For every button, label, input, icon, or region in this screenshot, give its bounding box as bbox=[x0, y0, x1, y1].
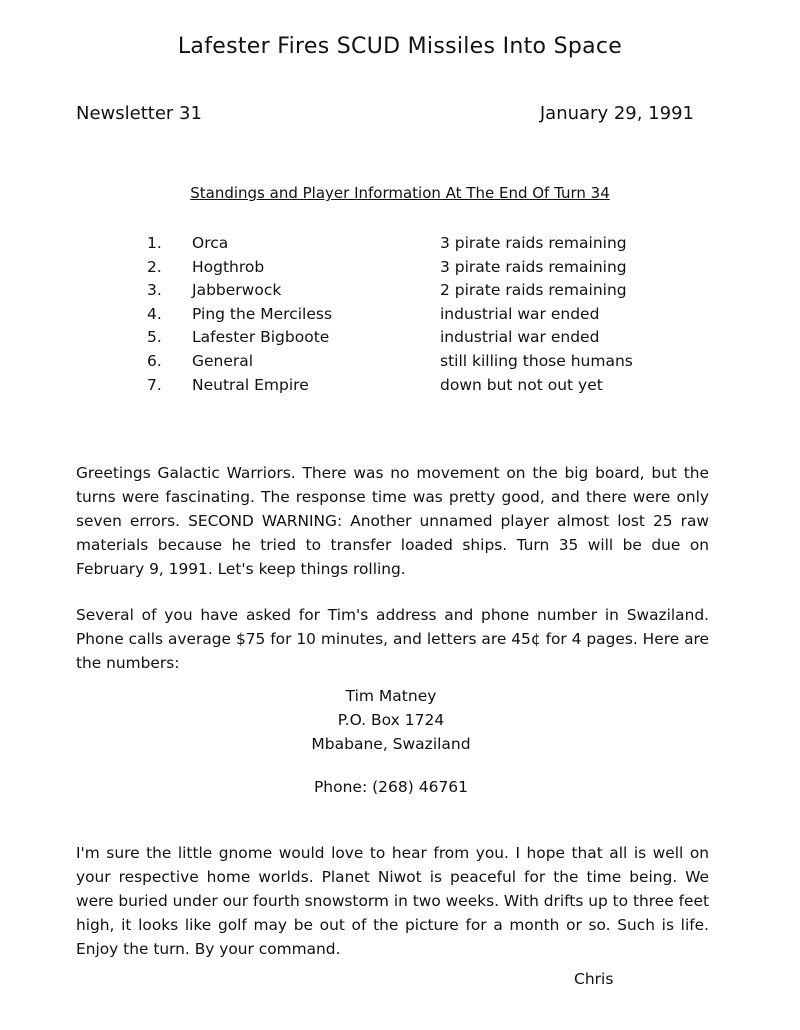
address-city: Mbabane, Swaziland bbox=[311, 735, 471, 753]
player-status: 2 pirate raids remaining bbox=[440, 281, 627, 300]
standings-heading: Standings and Player Information At The End Of Turn 34 bbox=[190, 184, 610, 202]
standings-row bbox=[140, 326, 700, 350]
greeting-paragraph: Greetings Galactic Warriors. There was no movement on the big board, but the turns were fascinating. The response time was pretty good, and there were only seven errors. SECOND WARNING: Another unnamed player almost lost 25 raw materials because he tried to transfer loaded ships. Turn 35 will be due on February 9, 1991. Let's keep things rolling. bbox=[76, 464, 709, 579]
newsletter-number: Newsletter 31 bbox=[76, 103, 202, 124]
player-name: Orca bbox=[192, 234, 229, 252]
standings-row bbox=[140, 303, 700, 327]
address-box: P.O. Box 1724 bbox=[337, 711, 445, 729]
standings-rank: 5. bbox=[147, 328, 162, 347]
player-name: Hogthrob bbox=[192, 257, 265, 276]
standings-rank: 6. bbox=[147, 351, 162, 370]
standings-list bbox=[140, 232, 700, 397]
standings-row bbox=[140, 350, 700, 374]
player-status: down but not out yet bbox=[440, 375, 603, 394]
phone-number: Phone: (268) 46761 bbox=[313, 778, 469, 796]
player-name: Jabberwock bbox=[192, 281, 282, 300]
closing-paragraph: I'm sure the little gnome would love to hear from you. I hope that all is well on your respective home worlds. Planet Niwot is peaceful for the time being. We were buried under our fourth snowstorm in two weeks. With drifts up to three feet high, it looks like golf may be out of the picture for a month or so. Such is life. Enjoy the turn. By your command. bbox=[76, 844, 709, 959]
standings-rank: 1. bbox=[147, 234, 162, 252]
address-intro-paragraph: Several of you have asked for Tim's address and phone number in Swaziland. Phone calls average $75 for 10 minutes, and letters are 45¢ for 4 pages. Here are the numbers: bbox=[76, 606, 709, 673]
player-name: General bbox=[192, 351, 254, 370]
player-name: Ping the Merciless bbox=[192, 304, 333, 323]
standings-rank: 4. bbox=[147, 304, 162, 323]
player-name: Lafester Bigboote bbox=[192, 328, 330, 347]
standings-rank: 7. bbox=[147, 375, 162, 394]
standings-rank: 2. bbox=[147, 257, 162, 276]
standings-row bbox=[140, 279, 700, 303]
player-status: industrial war ended bbox=[440, 304, 600, 323]
player-status: industrial war ended bbox=[440, 328, 600, 347]
mailing-address bbox=[0, 684, 782, 756]
player-status: 3 pirate raids remaining bbox=[440, 234, 627, 252]
newsletter-date: January 29, 1991 bbox=[539, 103, 694, 124]
address-name: Tim Matney bbox=[345, 687, 437, 705]
signature: Chris bbox=[574, 970, 614, 988]
newsletter-title: Lafester Fires SCUD Missiles Into Space bbox=[177, 34, 623, 59]
player-name: Neutral Empire bbox=[192, 375, 309, 394]
player-status: still killing those humans bbox=[440, 351, 633, 370]
standings-row bbox=[140, 374, 700, 398]
player-status: 3 pirate raids remaining bbox=[440, 257, 627, 276]
standings-row bbox=[140, 256, 700, 280]
standings-row bbox=[140, 232, 700, 256]
standings-rank: 3. bbox=[147, 281, 162, 300]
